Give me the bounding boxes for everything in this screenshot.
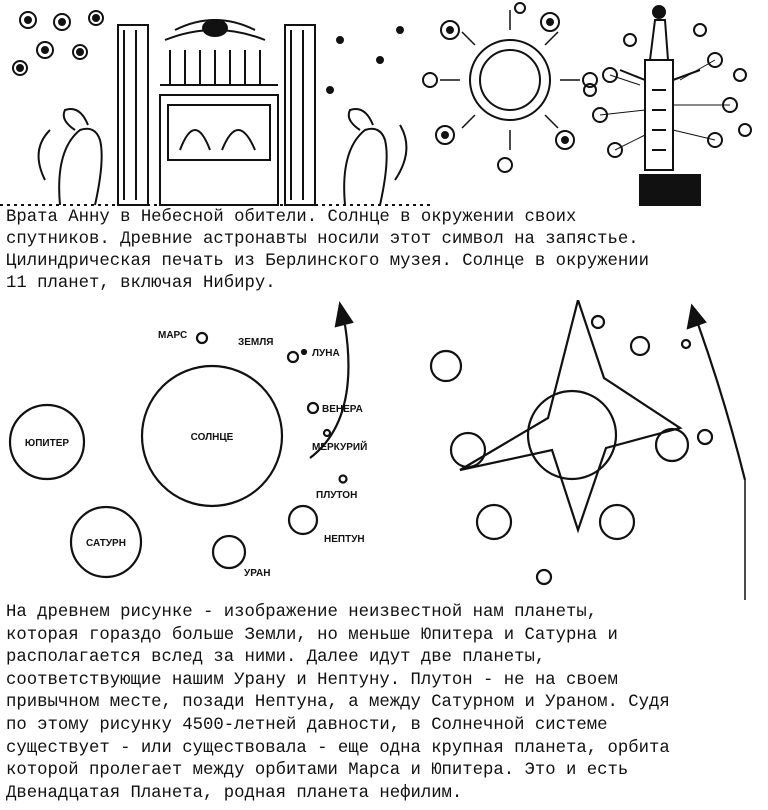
mars-circle	[197, 333, 207, 343]
illustration-caption	[6, 207, 766, 295]
ancient-seal-diagram	[431, 300, 745, 600]
venus-label: ВЕНЕРА	[322, 404, 363, 415]
uranus-label: УРАН	[244, 568, 271, 579]
jupiter-label: ЮПИТЕР	[24, 438, 70, 449]
pillar-right	[285, 25, 315, 205]
body-line: На древнем рисунке - изображение неизвестной нам планеты,	[6, 603, 598, 622]
star-shape	[460, 300, 680, 530]
eagle-figure-right	[344, 109, 406, 205]
illustrations-svg	[0, 0, 768, 207]
moon-dot	[302, 350, 306, 354]
neptune-circle	[289, 506, 317, 534]
rosette-icon	[13, 11, 103, 75]
pillar-left	[118, 25, 148, 205]
earth-label: ЗЕМЛЯ	[238, 337, 274, 348]
winged-disc-icon	[165, 20, 265, 40]
earth-circle	[288, 352, 298, 362]
pluto-label: ПЛУТОН	[316, 490, 358, 501]
caption-line: Цилиндрическая печать из Берлинского музея. Солнце в окружении	[6, 252, 649, 271]
seal-planet	[451, 433, 485, 467]
pluto-circle	[340, 476, 347, 483]
eagle-figure-left	[39, 109, 102, 205]
ancient-illustrations	[0, 0, 768, 207]
neptune-label: НЕПТУН	[324, 534, 365, 545]
body-line: располагается вслед за ними. Далее идут две планеты,	[6, 648, 546, 668]
caption-line: 11 планет, включая Нибиру.	[6, 274, 276, 293]
body-line: которой пролегает между орбитами Марса и Юпитера. Это и есть	[6, 761, 629, 781]
seal-planet	[592, 316, 604, 328]
gate-of-anu-drawing	[0, 11, 430, 205]
seal-planet	[631, 337, 649, 355]
planets-comparison	[10, 304, 367, 579]
diagram-svg	[0, 300, 768, 600]
mars-label: МАРС	[158, 330, 188, 341]
caption-line: спутников. Древние астронавты носили этот символ на запястье.	[6, 230, 639, 249]
uranus-circle	[213, 536, 245, 568]
seal-planet	[656, 429, 688, 461]
seal-planet	[431, 351, 461, 381]
body-line: привычном месте, позади Нептуна, а между Сатурном и Ураном. Судя	[6, 693, 670, 713]
orbit-arrow	[310, 325, 348, 458]
sun-with-satellites-drawing	[423, 3, 597, 172]
seal-planet	[600, 505, 634, 539]
body-line: которая гораздо больше Земли, но меньше Юпитера и Сатурна и	[6, 625, 618, 645]
seal-planet	[682, 340, 690, 348]
seal-planet	[537, 570, 551, 584]
body-line: Двенадцатая Планета, родная планета нефилим.	[6, 783, 463, 803]
seal-planet	[698, 430, 712, 444]
body-line: существует - или существовала - еще одна крупная планета, орбита	[6, 738, 670, 758]
seal-planet	[477, 505, 511, 539]
astronaut-figure-drawing	[584, 6, 751, 205]
mercury-circle	[324, 430, 330, 436]
saturn-label: САТУРН	[86, 538, 126, 549]
central-sun-circle	[528, 391, 616, 479]
arrow-head-icon	[336, 304, 352, 326]
sun-label: СОЛНЦЕ	[190, 432, 234, 443]
seal-arrow-head-icon	[688, 306, 705, 328]
body-line: соответствующие нашим Урану и Нептуну. Плутон - не на своем	[6, 670, 618, 690]
seal-orbit-arrow	[698, 324, 745, 480]
solar-system-diagram	[0, 300, 768, 600]
moon-label: ЛУНА	[312, 348, 340, 359]
body-paragraph	[6, 602, 766, 805]
caption-line: Врата Анну в Небесной обители. Солнце в окружении своих	[6, 208, 577, 227]
body-line: по этому рисунку 4500-летней давности, в Солнечной системе	[6, 715, 608, 735]
venus-circle	[308, 403, 318, 413]
mercury-label: МЕРКУРИЙ	[312, 442, 368, 453]
